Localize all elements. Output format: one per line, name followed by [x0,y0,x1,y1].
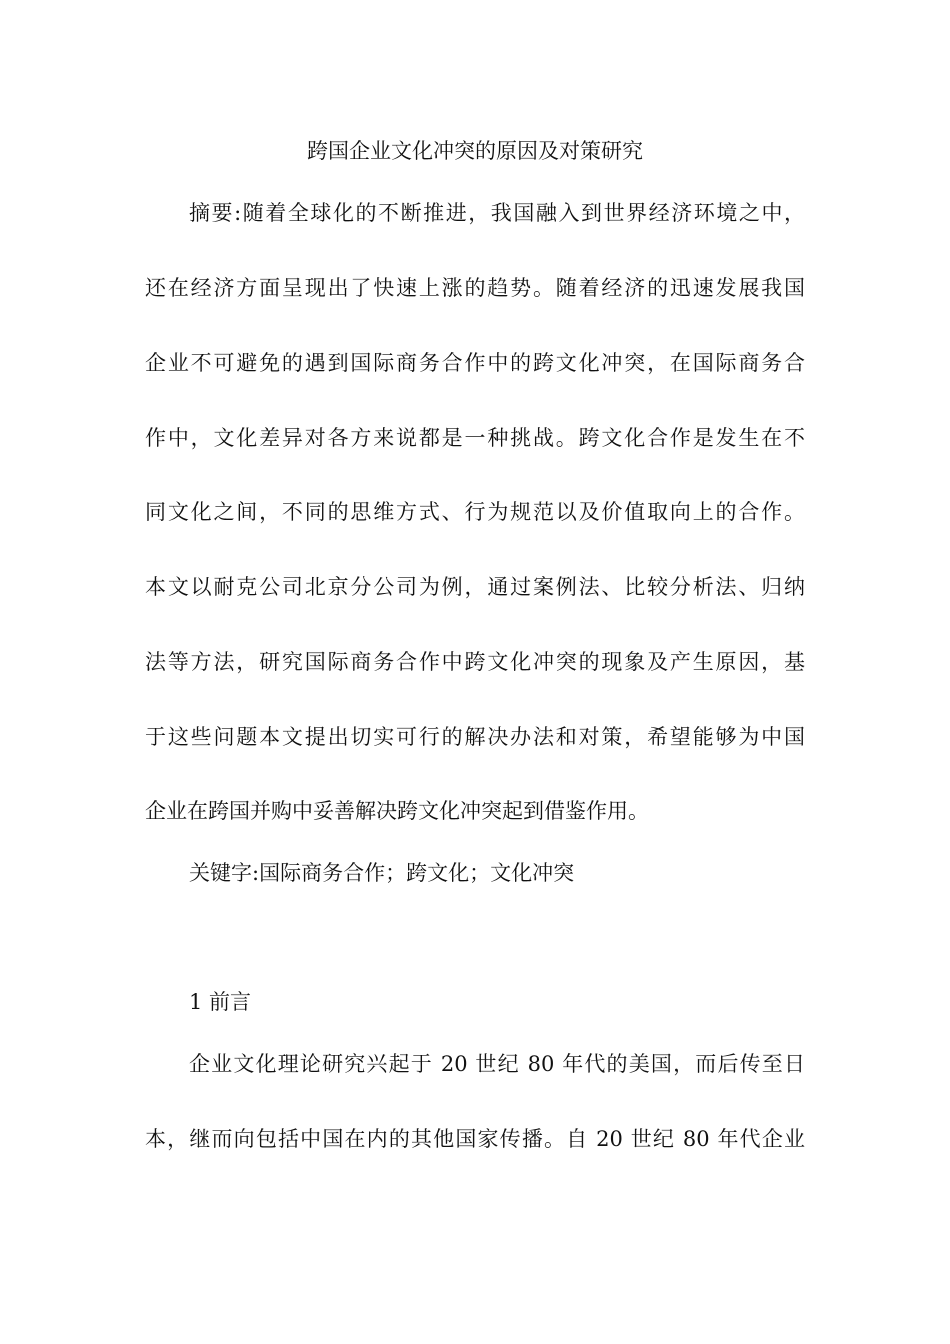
body-line: 本，继而向包括中国在内的其他国家传播。自 20 世纪 80 年代企业 [145,1127,805,1151]
abstract-line: 企业不可避免的遇到国际商务合作中的跨文化冲突，在国际商务合 [145,351,805,375]
abstract-line: 本文以耐克公司北京分公司为例，通过案例法、比较分析法、归纳 [145,575,805,599]
abstract-line: 同文化之间，不同的思维方式、行为规范以及价值取向上的合作。 [145,500,805,524]
abstract-line: 法等方法，研究国际商务合作中跨文化冲突的现象及产生原因，基 [145,650,805,674]
document-title: 跨国企业文化冲突的原因及对策研究 [307,139,643,163]
abstract-line: 作中，文化差异对各方来说都是一种挑战。跨文化合作是发生在不 [145,426,805,450]
abstract-line: 于这些问题本文提出切实可行的解决办法和对策，希望能够为中国 [145,725,805,749]
keywords: 关键字:国际商务合作；跨文化；文化冲突 [189,861,575,885]
body-line: 企业文化理论研究兴起于 20 世纪 80 年代的美国，而后传至日 [189,1052,805,1076]
abstract-line: 企业在跨国并购中妥善解决跨文化冲突起到借鉴作用。 [145,799,649,823]
section-heading: 1 前言 [189,990,252,1014]
abstract-line: 还在经济方面呈现出了快速上涨的趋势。随着经济的迅速发展我国 [145,276,805,300]
abstract-line: 摘要:随着全球化的不断推进，我国融入到世界经济环境之中， [189,201,805,225]
